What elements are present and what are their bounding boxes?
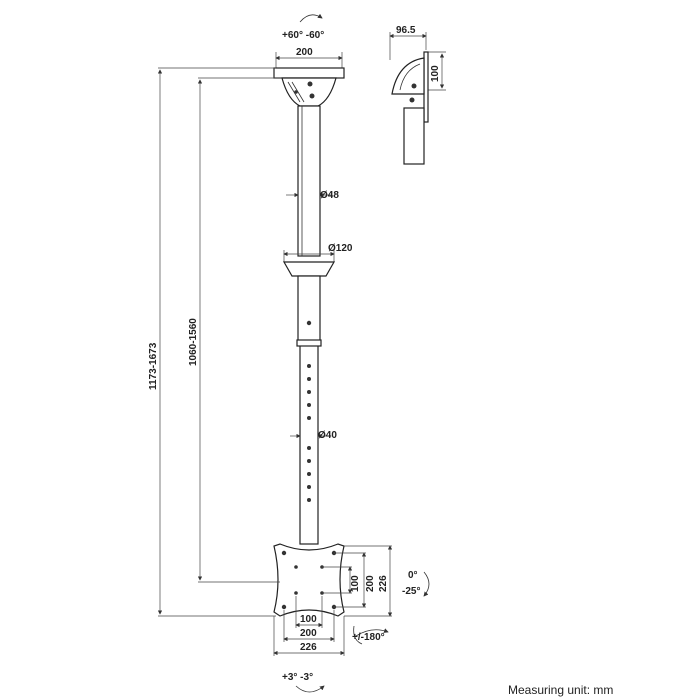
swivel-label: +/-180°: [352, 632, 385, 643]
measuring-unit-label: Measuring unit: mm: [508, 683, 614, 697]
ceiling-plate: [274, 68, 344, 78]
tilt-bottom-label: -25°: [402, 586, 421, 597]
top-width-label: 200: [296, 47, 313, 58]
side-width-label: 96.5: [396, 25, 416, 36]
collar-diam-label: Ø120: [328, 243, 353, 254]
dimension-pole-height: [188, 78, 282, 582]
pole-height-label: 1060-1560: [188, 318, 199, 366]
plate-h-label: 226: [378, 575, 389, 592]
middle-pole: [298, 276, 320, 344]
rotation-indicator-top: [282, 15, 324, 41]
tilt-arrow-icon: [424, 572, 429, 596]
ceiling-bracket: [274, 68, 344, 106]
dimension-total-height: [148, 68, 276, 616]
vesa-w-100-label: 100: [300, 614, 317, 625]
diam-upper-label: Ø48: [320, 190, 339, 201]
roll-indicator: [282, 672, 324, 692]
vesa-w-200-label: 200: [300, 628, 317, 639]
side-view: [390, 25, 446, 164]
total-height-label: 1173-1673: [148, 342, 159, 390]
swivel-indicator: [352, 626, 388, 644]
lower-pole: [297, 340, 321, 544]
upper-pole: [298, 106, 320, 256]
vesa-h-200-label: 200: [365, 575, 376, 592]
diam-lower-label: Ø40: [318, 430, 337, 441]
vesa-h-100-label: 100: [350, 575, 361, 592]
vesa-plate: [274, 544, 344, 616]
tilt-top-label: 0°: [408, 570, 418, 581]
roll-arrow-icon: [296, 686, 324, 692]
side-hinge: [392, 58, 424, 94]
collar-ring: [284, 262, 334, 276]
plate-w-label: 226: [300, 642, 317, 653]
side-height-label: 100: [430, 65, 441, 82]
side-pole: [404, 108, 424, 164]
rotation-arrow-icon: [300, 15, 322, 22]
tilt-indicator: [402, 570, 429, 597]
roll-label: +3° -3°: [282, 672, 314, 683]
rotation-top-label: +60° -60°: [282, 30, 325, 41]
dimension-top-width: [276, 47, 342, 70]
